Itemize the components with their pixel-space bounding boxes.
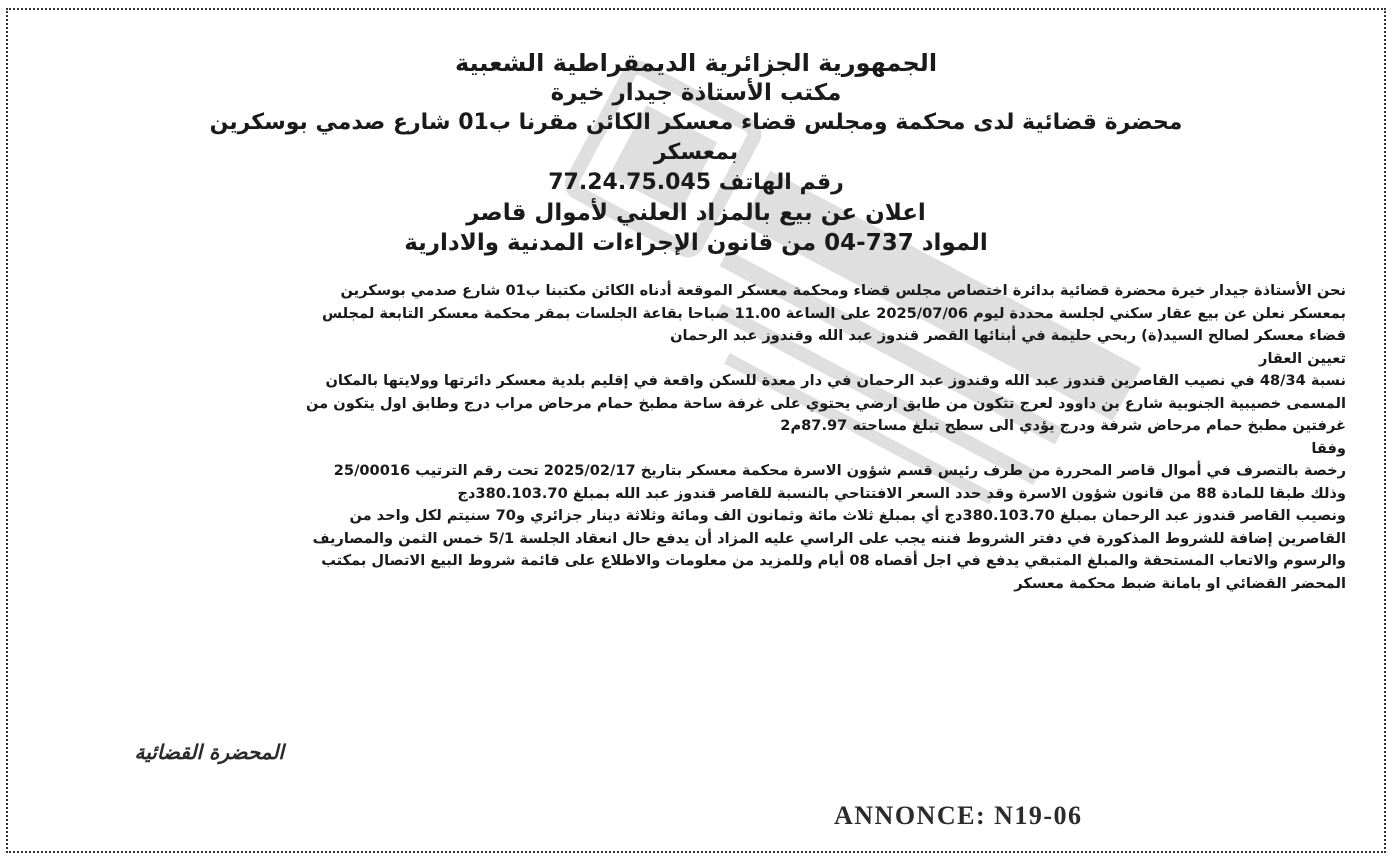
body-line: والرسوم والاتعاب المستحقة والمبلغ المتبقي يدفع في اجل أقصاه 08 أيام وللمزيد من معلومات والاطلاع على قائمة شروط البيع الاتصال بمكتب [321,552,1346,569]
announcement-body [46,280,1346,595]
body-line: القاصرين إضافة للشروط المذكورة في دفتر الشروط فننه يجب على الراسي عليه المزاد أن يدفع حال انعقاد الجلسة 5/1 خمس الثمن والمصاريف [312,529,1346,547]
section-heading-property: تعيين العقار [1259,349,1346,367]
body-line: بمعسكر نعلن عن بيع عقار سكني لجلسة محددة ليوم 2025/07/06 على الساعة 11.00 صباحا بقاعة الجلسات بمقر محكمة معسكر التابعة لمجلس [321,304,1346,322]
body-line: المسمى خصيبية الجنوبية شارع بن داوود لعرج تتكون من طابق ارضي يحتوي على غرفة ساحة مطبخ حمام مرحاض مراب درج وطابق اول يتكون من [306,394,1346,412]
section-heading-according: وفقا [1311,439,1346,457]
phone-number: رقم الهاتف 77.24.75.045 [548,170,844,195]
bailiff-address-line2: بمعسكر [653,140,739,165]
legal-articles: المواد 737-04 من قانون الإجراءات المدنية والادارية [404,230,988,256]
body-line: غرفتين مطبخ حمام مرحاض شرفة ودرج يؤدي الى سطح تبلغ مساحته 87.97م2 [780,417,1346,434]
bailiff-address-line1: محضرة قضائية لدى محكمة ومجلس قضاء معسكر الكائن مقرنا ب01 شارع صدمي بوسكرين [209,110,1183,135]
body-line: قضاء معسكر لصالح السيد(ة) ربحي حليمة في أبنائها القصر قندوز عبد الله وقندوز عبد الرحمان [670,327,1346,344]
bailiff-signature: المحضرة القضائية [134,740,284,764]
annonce-number: ANNONCE: N19-06 [828,796,1178,836]
body-line: نسبة 48/34 في نصيب القاصرين قندوز عبد الله وقندوز عبد الرحمان في دار معدة للسكن واقعة في إقليم بلدية معسكر دائرتها وولايتها بالمكان [325,372,1346,389]
republic-title: الجمهورية الجزائرية الديمقراطية الشعبية [454,49,938,77]
document-header [28,48,1364,258]
office-name: مكتب الأستاذة جيدار خيرة [550,80,842,106]
body-line: رخصة بالتصرف في أموال قاصر المحررة من طرف رئيس قسم شؤون الاسرة محكمة معسكر بتاريخ 2025/02/17 تحت رقم الترتيب 25/00016 [333,462,1346,479]
announcement-frame [6,8,1386,853]
announcement-title: اعلان عن بيع بالمزاد العلني لأموال قاصر [466,200,926,226]
body-line: ونصيب القاصر قندوز عبد الرحمان بمبلغ 380.103.70دج أي بمبلغ ثلاث مائة وثمانون الف ومائة وثلاثة دينار جزائري و70 سنيتم لكل واحد من [349,507,1346,524]
body-line: وذلك طبقا للمادة 88 من قانون شؤون الاسرة وقد حدد السعر الافتتاحي بالنسبة للقاصر قندوز عبد الله بمبلغ 380.103.70دج [457,484,1346,502]
body-line: المحضر القضائي او بامانة ضبط محكمة معسكر [1014,574,1346,592]
body-line: نحن الأستاذة جيدار خيرة محضرة قضائية بدائرة اختصاص مجلس قضاء ومحكمة معسكر الموقعة أدناه الكائن مكتبنا ب01 شارع صدمي بوسكرين [340,282,1346,299]
